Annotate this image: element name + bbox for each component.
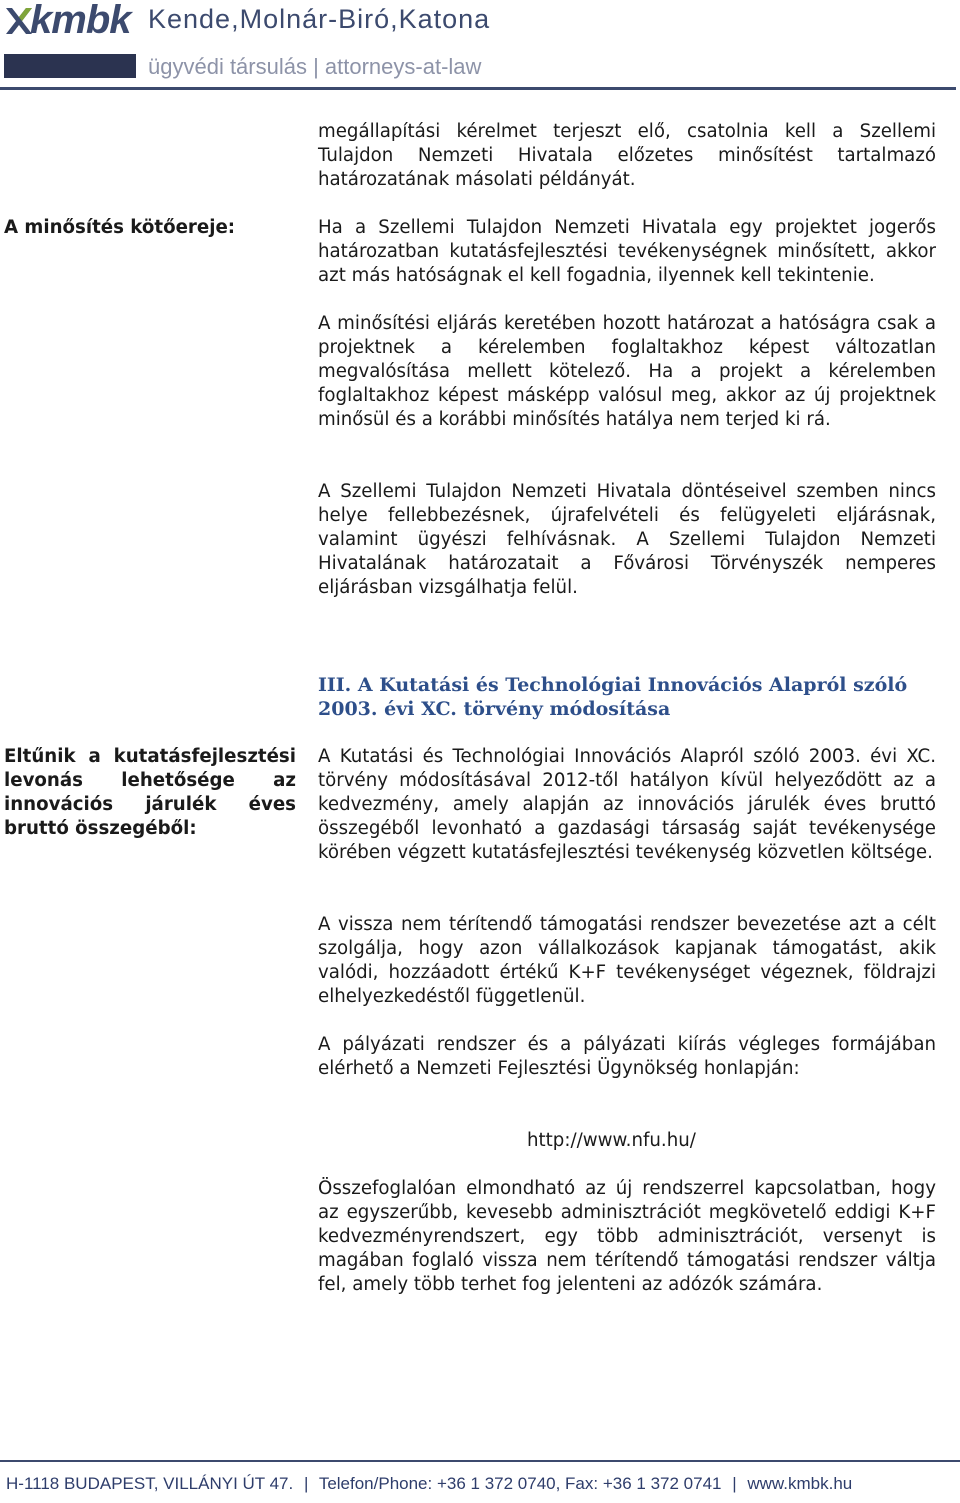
footer [6, 1474, 852, 1494]
paragraph-minosites-2: A minősítési eljárás keretében hozott határozat a hatóságra csak a projektnek a kérelemben foglaltakhoz képest változatlan megvalósítása mellett kötelező. Ha a projekt a kérelemben foglaltakhoz képest másképp valósul meg, akkor az új projektnek minősül és a korábbi minősítés hatálya nem terjed ki rá. [318, 313, 936, 430]
section-title: III. A Kutatási és Technológiai Innovációs Alapról szóló 2003. évi XC. törvény módosítása [318, 674, 908, 720]
paragraph-dontesek: A Szellemi Tulajdon Nemzeti Hivatala döntéseivel szemben nincs helye fellebbezésnek, újrafelvételi és felügyeleti eljárásnak, valamint ügyészi felhívásnak. A Szellemi Tulajdon Nemzeti Hivatalának határozatait a Fővárosi Törvényszék nemperes eljárásban vizsgálhatja felül. [318, 481, 936, 598]
paragraph-osszegzes: Összefoglalóan elmondható az új rendszerrel kapcsolatban, hogy az egyszerűbb, kevesebb adminisztrációt megkövetelő eddigi K+F kedvezményrendszert, egy több adminisztrációt, versenyt is magában foglaló vissza nem térítendő támogatási rendszer váltja fel, amely több terhet fog jelenteni az adózók számára. [318, 1178, 936, 1295]
paragraph-intro: megállapítási kérelmet terjeszt elő, csatolnia kell a Szellemi Tulajdon Nemzeti Hivatala előzetes minősítést tartalmazó határozatának másolati példányát. [318, 121, 936, 190]
header-divider [0, 87, 956, 90]
side-label-eltunik: Eltűnik a kutatásfejlesztési levonás lehetősége az innovációs járulék éves bruttó összegéből: [4, 746, 296, 839]
logo-wordmark: kmbk [30, 0, 131, 42]
firm-name: Kende,Molnár-Biró,Katona [148, 4, 491, 34]
footer-divider [0, 1460, 960, 1462]
footer-phone: Telefon/Phone: +36 1 372 0740, Fax: +36 1 372 0741 [318, 1474, 722, 1493]
firm-tagline: ügyvédi társulás | attorneys-at-law [148, 54, 482, 79]
nfu-link[interactable]: http://www.nfu.hu/ [527, 1130, 696, 1151]
letterhead [0, 0, 960, 92]
paragraph-minosites-1: Ha a Szellemi Tulajdon Nemzeti Hivatala egy projektet jogerős határozatban kutatásfejlesztési tevékenységnek minősített, akkor azt más hatóságnak el kell fogadnia, ilyennek kell tekintenie. [318, 217, 936, 286]
footer-web-link[interactable]: www.kmbk.hu [747, 1474, 853, 1493]
logo-bar [4, 54, 136, 78]
footer-separator: | [303, 1474, 309, 1493]
paragraph-alap: A Kutatási és Technológiai Innovációs Alapról szóló 2003. évi XC. törvény módosításával 2012-től hatályon kívül helyeződött az a kedvezmény, amely alapján az innovációs járulék éves bruttó összegéből levonható a gazdasági társaság saját tevékenysége körében végzett kutatásfejlesztési tevékenység közvetlen költsége. [318, 746, 936, 863]
paragraph-palyazat: A pályázati rendszer és a pályázati kiírás végleges formájában elérhető a Nemzeti Fejlesztési Ügynökség honlapján: [318, 1034, 936, 1079]
paragraph-tamogatas: A vissza nem térítendő támogatási rendszer bevezetése azt a célt szolgálja, hogy azon vállalkozások kapjanak támogatást, akik valódi, hozzáadott értékű K+F tevékenységet végeznek, földrajzi elhelyezkedéstől függetlenül. [318, 914, 936, 1007]
footer-address: H-1118 BUDAPEST, VILLÁNYI ÚT 47. [6, 1474, 294, 1493]
footer-separator: | [732, 1474, 737, 1493]
side-label-minosites: A minősítés kötőereje: [4, 217, 236, 238]
